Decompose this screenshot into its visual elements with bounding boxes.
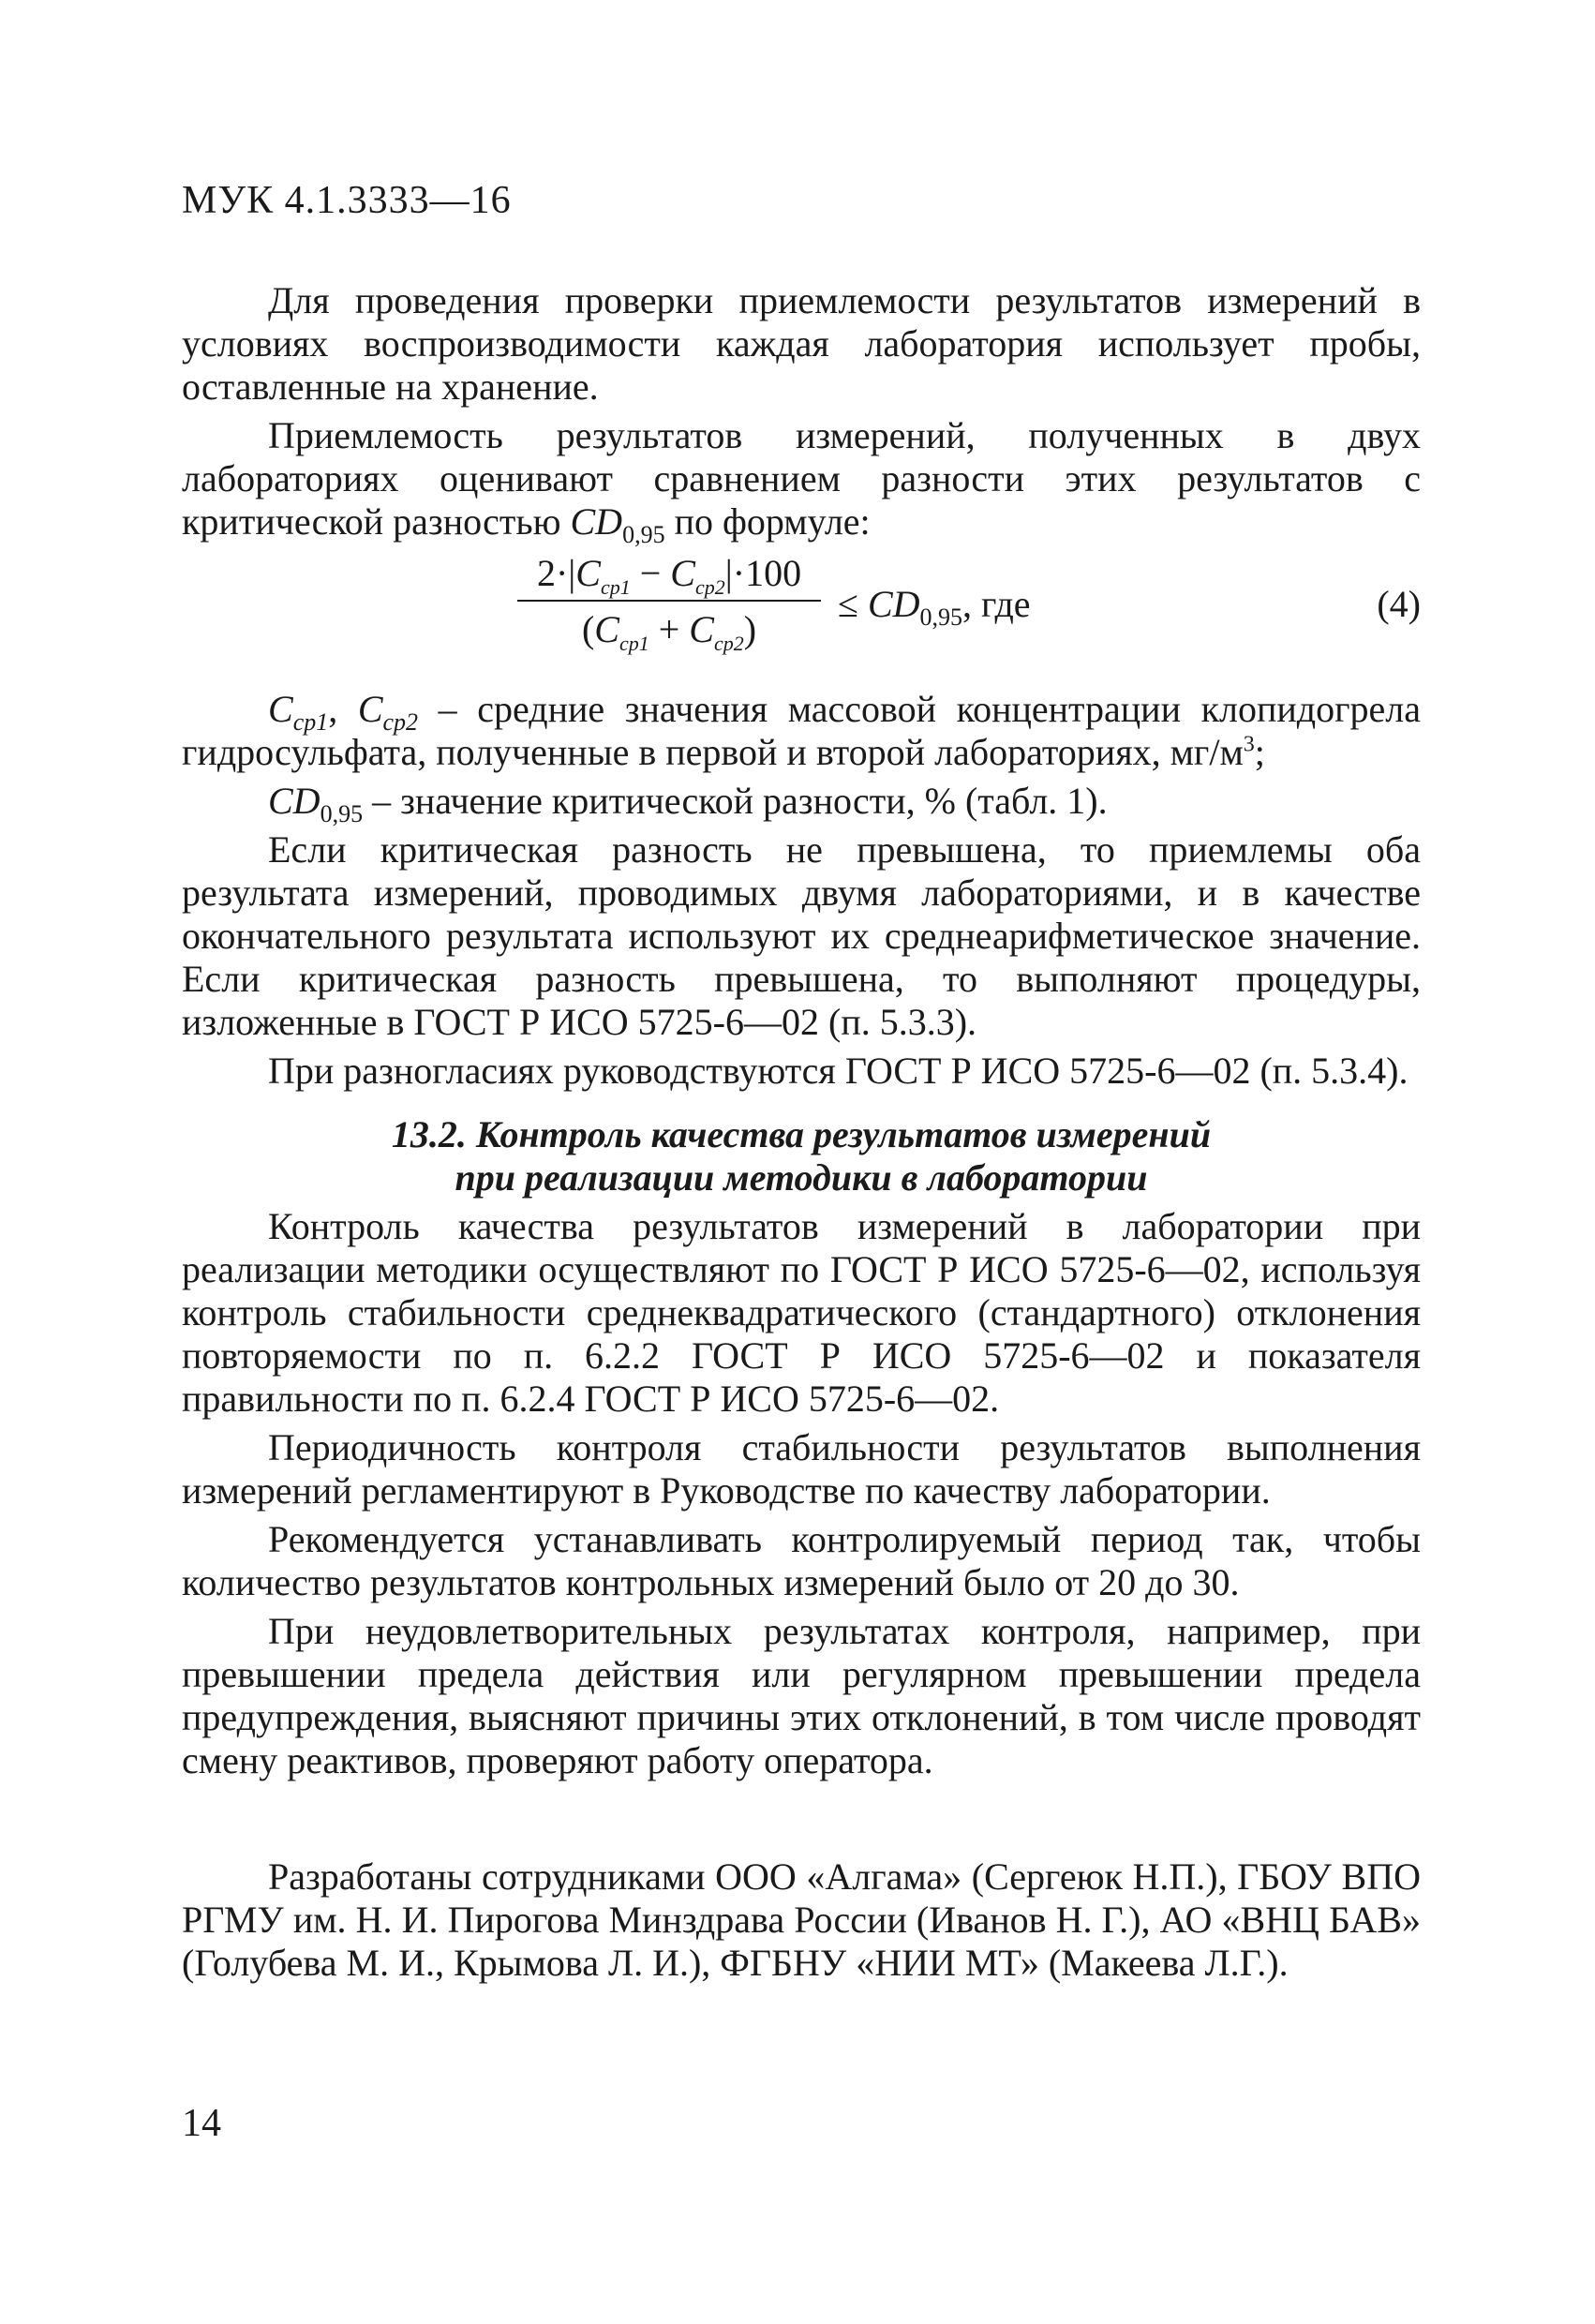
cd-subscript: 0,95 xyxy=(622,521,665,548)
page-number: 14 xyxy=(182,2102,221,2145)
paragraph xyxy=(182,414,1421,548)
paragraph: При разногласиях руководствуются ГОСТ Р ИСО 5725-6—02 (п. 5.3.4). xyxy=(268,1050,1409,1092)
paragraph-text: по формуле: xyxy=(674,500,871,543)
section-title-line: при реализации методики в лаборатории xyxy=(455,1156,1148,1199)
paragraph: При неудовлетворительных результатах контроля, например, при превышении предела действия или регулярном превышении предела предупреждения, выясняют причины этих отклонений, в том числе проводят смену реактивов, проверяют работу оператора. xyxy=(182,1610,1421,1781)
formula-denominator: $(C_{ср1} + C_{ср2})$ xyxy=(581,608,757,655)
formula-rhs: ≤ $CD_{0,95}$, где xyxy=(838,583,1031,631)
section-title-line: 13.2. Контроль качества результатов измерений xyxy=(391,1113,1212,1155)
paragraph: Рекомендуется устанавливать контролируемый период так, чтобы количество результатов контрольных измерений было от 20 до 30. xyxy=(182,1518,1421,1603)
paragraph: Периодичность контроля стабильности результатов выполнения измерений регламентируют в Руководстве по качеству лаборатории. xyxy=(182,1426,1421,1512)
page-header: МУК 4.1.3333—16 xyxy=(182,179,512,222)
paragraph: Если критическая разность не превышена, то приемлемы оба результата измерений, проводимых двумя лабораториями, и в качестве окончательного результата используют их среднеарифметическое значение. Если критическая разность превышена, то выполняют процедуры, изложенные в ГОСТ Р ИСО 5725-6—02 (п. 5.3.3). xyxy=(182,828,1421,1043)
cd-symbol: CD xyxy=(570,500,623,543)
paragraph: Для проведения проверки приемлемости результатов измерений в условиях воспроизводимости каждая лаборатория использует пробы, оставленные на хранение. xyxy=(182,279,1421,408)
formula-4 xyxy=(182,549,1421,671)
developers-note: Разработаны сотрудниками ООО «Алгама» (Сергеюк Н.П.), ГБОУ ВПО РГМУ им. Н. И. Пирогова Минздрава России (Иванов Н. Г.), АО «ВНЦ БАВ» (Голубева М. И., Крымова Л. И.), ФГБНУ «НИИ МТ» (Макеева Л.Г.). xyxy=(182,1855,1421,1984)
fraction-bar xyxy=(517,600,821,602)
page-body xyxy=(182,279,1421,1985)
paragraph: Контроль качества результатов измерений в лаборатории при реализации методики осуществляют по ГОСТ Р ИСО 5725-6—02, используя контроль стабильности среднеквадратического (стандартного) отклонения повторяемости по п. 6.2.2 ГОСТ Р ИСО 5725-6—02 и показателя правильности по п. 6.2.4 ГОСТ Р ИСО 5725-6—02. xyxy=(182,1205,1421,1420)
formula-fraction xyxy=(512,549,827,654)
paragraph-text: Приемлемость результатов измерений, полученных в двух лабораториях оценивают сравнением разности этих результатов с критической разностью xyxy=(182,414,1421,543)
equation-number: (4) xyxy=(1377,583,1421,625)
section-title xyxy=(182,1113,1421,1199)
definition-cd: $CD_{0,95}$ – значение критической разности, % (табл. 1). xyxy=(268,780,1108,827)
formula-numerator: $2\cdot|C_{ср1} - C_{ср2}|\cdot 100$ xyxy=(536,552,802,599)
definition-c: $C_{ср1}$, $C_{ср2}$ – средние значения массовой концентрации клопидогрела гидросульфата, полученные в первой и второй лабораториях, $мг/м^3$; xyxy=(182,688,1422,773)
spacer xyxy=(182,1782,1421,1855)
